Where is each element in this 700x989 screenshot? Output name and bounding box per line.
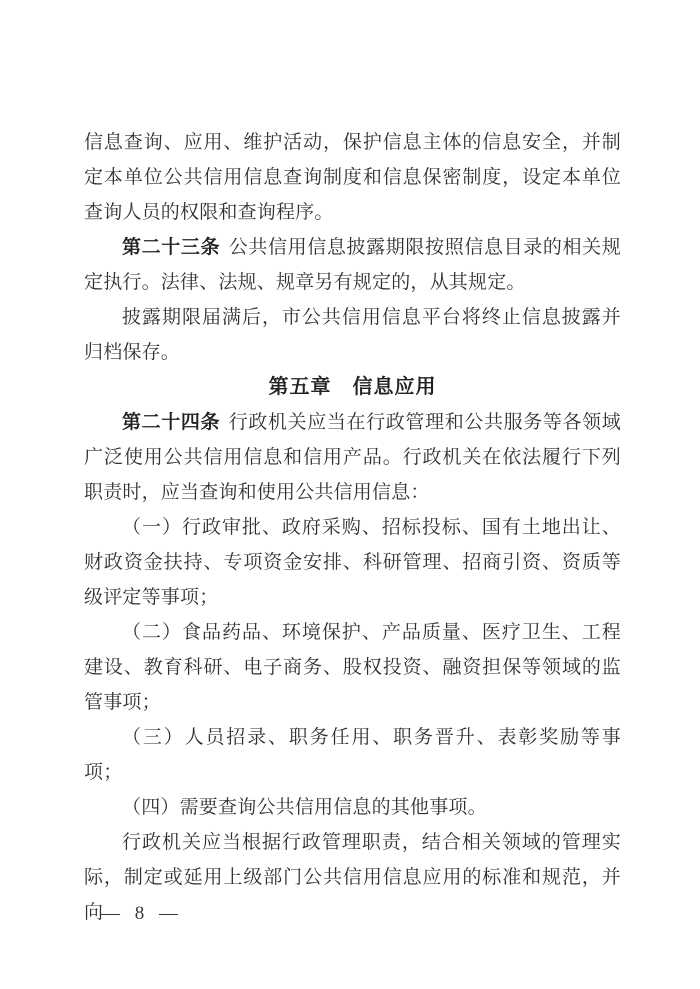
list-item-1: （一）行政审批、政府采购、招标投标、国有土地出让、财政资金扶持、专项资金安排、科研管理、招商引资、资质等级评定等事项； [84,517,621,608]
article-24-number: 第二十四条 [122,412,221,433]
article-23-number: 第二十三条 [122,237,221,258]
article-24-text: 行政机关应当在行政管理和公共服务等各领域广泛使用公共信用信息和信用产品。行政机关在依法履行下列职责时，应当查询和使用公共信用信息： [84,412,621,503]
page-number: — 8 — [101,903,183,924]
list-item-4: （四）需要查询公共信用信息的其他事项。 [122,797,487,818]
article-23-text: 公共信用信息披露期限按照信息目录的相关规定执行。法律、法规、规章另有规定的，从其规定。 [84,237,621,293]
paragraph-standards: 行政机关应当根据行政管理职责，结合相关领域的管理实际，制定或延用上级部门公共信用信息应用的标准和规范，并向 [84,832,621,923]
document-body [84,125,621,930]
list-item-3: （三）人员招录、职务任用、职务晋升、表彰奖励等事项； [84,727,621,783]
list-item-2: （二）食品药品、环境保护、产品质量、医疗卫生、工程建设、教育科研、电子商务、股权投资、融资担保等领域的监管事项； [84,622,621,713]
article-24-paragraph [84,405,621,510]
chapter-heading: 第五章 信息应用 [268,376,437,398]
paragraph-continuation: 信息查询、应用、维护活动，保护信息主体的信息安全，并制定本单位公共信用信息查询制度和信息保密制度，设定本单位查询人员的权限和查询程序。 [84,132,621,223]
paragraph-disclosure-expiry: 披露期限届满后，市公共信用信息平台将终止信息披露并归档保存。 [84,307,621,363]
article-23-paragraph [84,230,621,300]
